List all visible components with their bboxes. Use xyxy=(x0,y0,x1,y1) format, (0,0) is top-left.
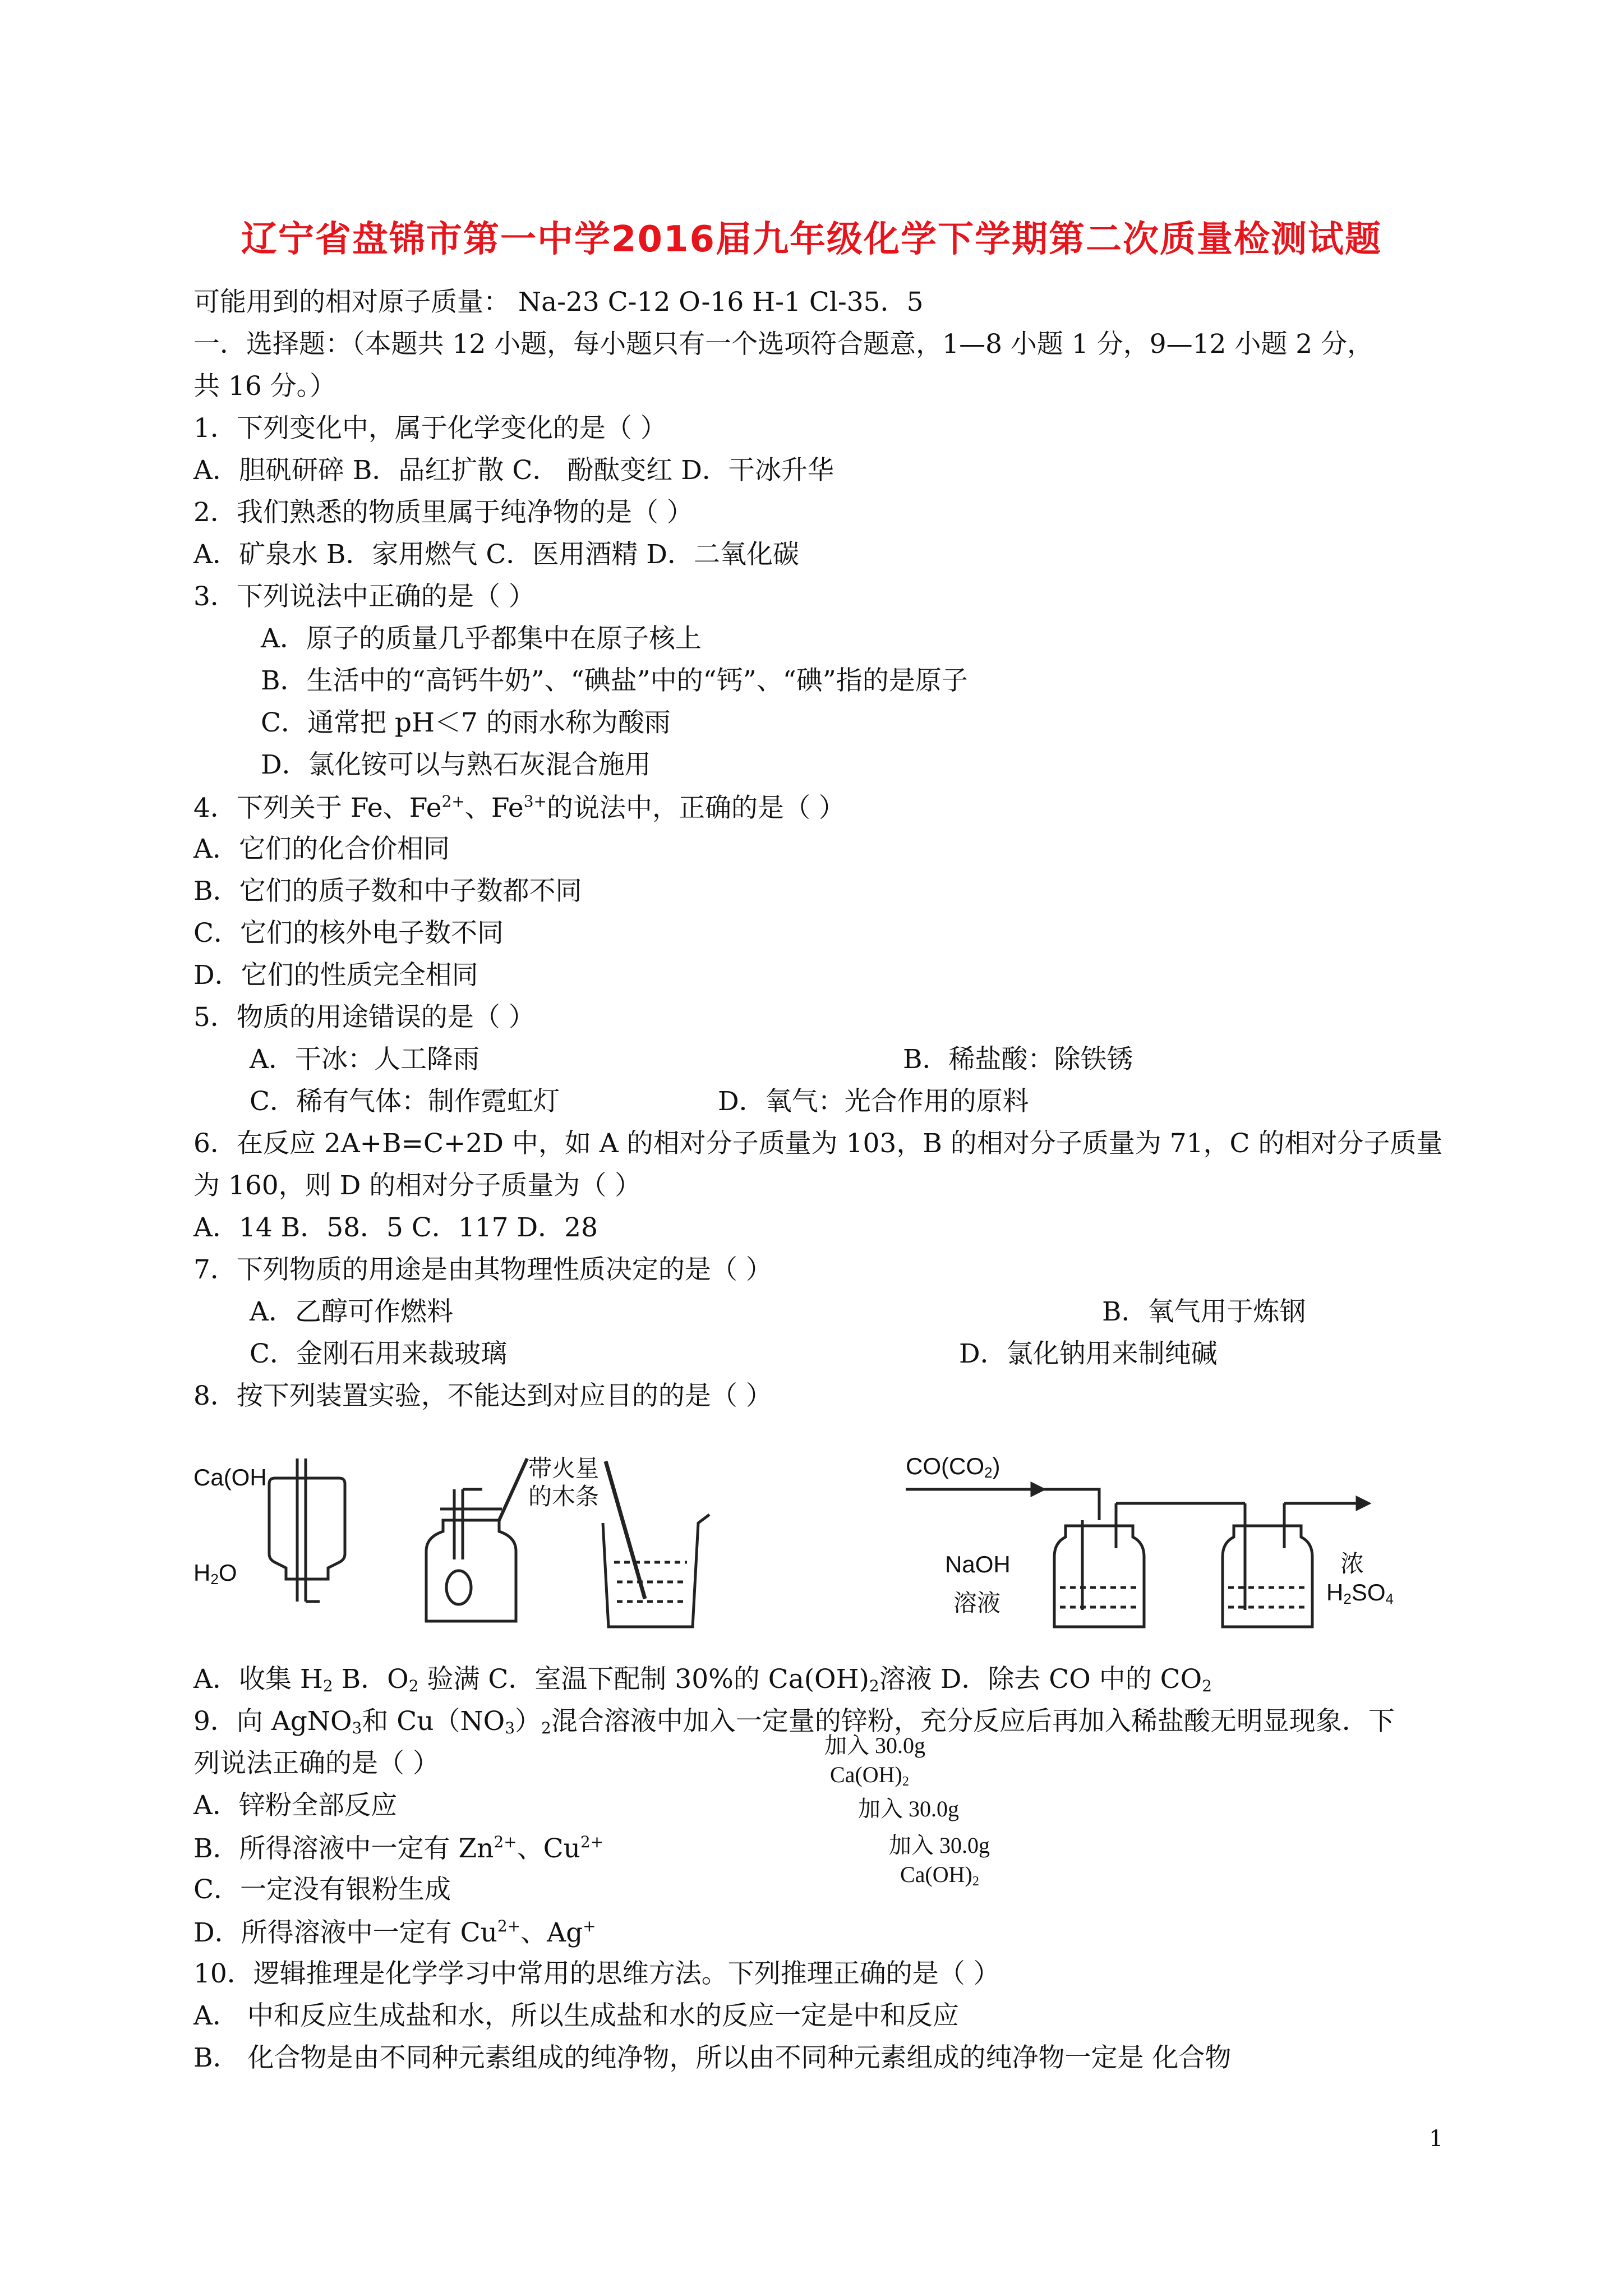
q9-stem xyxy=(193,1708,1395,1736)
floating-label xyxy=(830,1763,909,1789)
acid-wash-bottle xyxy=(1223,1526,1312,1627)
label-part: SO xyxy=(1351,1579,1386,1605)
q1-stem: 1．下列变化中，属于化学变化的是（ ） xyxy=(193,413,667,444)
option-part: 溶液 D．除去 CO 中的 CO xyxy=(879,1664,1202,1695)
label-subscript: 2 xyxy=(1343,1590,1352,1607)
label-part: O xyxy=(218,1559,237,1586)
q9-option-c: C．一定没有银粉生成 xyxy=(193,1874,451,1905)
q4-option-c: C．它们的核外电子数不同 xyxy=(193,918,504,949)
label-splint: 带火星 xyxy=(528,1455,600,1481)
q3-stem: 3．下列说法中正确的是（ ） xyxy=(193,581,535,612)
label-subscript: 2 xyxy=(972,1874,979,1889)
apparatus-drawing xyxy=(185,1447,1447,1649)
option-subscript: 2 xyxy=(408,1677,419,1695)
stem-subscript: 2 xyxy=(541,1719,551,1737)
q9-option-d xyxy=(193,1918,596,1946)
stem-part: 9．向 AgNO xyxy=(193,1706,352,1737)
option-superscript: 2+ xyxy=(497,1917,521,1935)
exam-title: 辽宁省盘锦市第一中学2016届九年级化学下学期第二次质量检测试题 xyxy=(241,219,1382,260)
q5-option-d: D．氧气：光合作用的原料 xyxy=(718,1086,1029,1117)
label-part: CO(CO xyxy=(906,1453,984,1479)
floating-label: 加入 30.0g xyxy=(858,1796,959,1821)
q5-stem: 5．物质的用途错误的是（ ） xyxy=(193,1002,535,1033)
q10-stem: 10．逻辑推理是化学学习中常用的思维方法。下列推理正确的是（ ） xyxy=(193,1958,1000,1989)
q4-stem-part: 4．下列关于 Fe、Fe xyxy=(193,793,442,823)
q7-option-b: B．氧气用于炼钢 xyxy=(1102,1296,1306,1327)
label-h2so4 xyxy=(1326,1579,1394,1608)
option-part: 、Cu xyxy=(517,1833,580,1864)
floating-label: 加入 30.0g xyxy=(889,1833,990,1858)
q5-option-a: A．干冰：人工降雨 xyxy=(250,1044,479,1075)
label-caoh: Ca(OH xyxy=(193,1464,267,1490)
naoh-wash-bottle xyxy=(1054,1526,1144,1627)
q7-stem: 7．下列物质的用途是由其物理性质决定的是（ ） xyxy=(193,1254,772,1285)
label-subscript: 2 xyxy=(902,1774,909,1789)
q4-option-d: D．它们的性质完全相同 xyxy=(193,960,478,991)
atomic-masses: 可能用到的相对原子质量： Na-23 C-12 O-16 H-1 Cl-35．5 xyxy=(193,287,924,318)
label-co-co2 xyxy=(906,1453,1000,1481)
q3-option-c: C．通常把 pH＜7 的雨水称为酸雨 xyxy=(261,707,671,738)
q5-option-c: C．稀有气体：制作霓虹灯 xyxy=(250,1086,560,1117)
label-naoh: NaOH xyxy=(945,1551,1011,1577)
section-instructions: 一．选择题：（本题共 12 小题，每小题只有一个选项符合题意，1—8 小题 1 分，9—12 小题 2 分， xyxy=(193,329,1374,360)
q4-option-a: A．它们的化合价相同 xyxy=(193,834,450,864)
label-splint-2: 的木条 xyxy=(528,1483,600,1510)
q3-option-a: A．原子的质量几乎都集中在原子核上 xyxy=(261,623,702,654)
q8-apparatus-figure xyxy=(185,1447,1447,1649)
q9-option-b xyxy=(193,1834,603,1862)
label-concentrated: 浓 xyxy=(1340,1550,1364,1577)
option-part: A．收集 H xyxy=(193,1664,323,1695)
q7-option-a: A．乙醇可作燃料 xyxy=(250,1296,453,1327)
option-superscript: 2+ xyxy=(494,1833,517,1851)
q6-stem: 6．在反应 2A+B=C+2D 中，如 A 的相对分子质量为 103，B 的相对分子质量为 71，C 的相对分子质量 xyxy=(193,1128,1443,1159)
option-subscript: 2 xyxy=(1202,1677,1212,1695)
stem-subscript: 3 xyxy=(505,1719,515,1737)
stem-part: 混合溶液中加入一定量的锌粉，充分反应后再加入稀盐酸无明显现象．下 xyxy=(551,1706,1395,1737)
q2-options: A．矿泉水 B．家用燃气 C．医用酒精 D．二氧化碳 xyxy=(193,539,799,570)
label-h2o xyxy=(193,1559,237,1588)
option-part: 验满 C．室温下配制 30%的 Ca(OH) xyxy=(418,1664,869,1695)
q5-option-b: B．稀盐酸：除铁锈 xyxy=(903,1044,1133,1075)
q8-options xyxy=(193,1666,1212,1694)
option-part: B．O xyxy=(333,1664,409,1695)
stem-part: ） xyxy=(515,1706,542,1737)
q4-stem-part: 的说法中，正确的是（ ） xyxy=(546,793,845,823)
gas-bottle xyxy=(426,1520,516,1621)
option-superscript: + xyxy=(583,1917,596,1935)
label-subscript: 4 xyxy=(1385,1590,1394,1607)
section-instructions-cont: 共 16 分。） xyxy=(193,371,336,402)
page-number: 1 xyxy=(1429,2126,1444,2152)
label-part: Ca(OH) xyxy=(900,1862,972,1887)
q4-superscript: 3+ xyxy=(523,792,547,811)
label-part: H xyxy=(1326,1579,1344,1605)
option-part: 、Ag xyxy=(520,1917,583,1948)
q3-option-d: D．氯化铵可以与熟石灰混合施用 xyxy=(261,749,651,780)
floating-label: 加入 30.0g xyxy=(824,1733,925,1758)
beaker xyxy=(603,1515,709,1627)
q4-stem-part: 、Fe xyxy=(464,793,524,823)
label-subscript: 2 xyxy=(984,1464,993,1481)
q9-stem-cont: 列说法正确的是（ ） xyxy=(193,1748,439,1779)
label-part: H xyxy=(193,1559,211,1586)
q7-option-c: C．金刚石用来裁玻璃 xyxy=(250,1338,507,1369)
q9-option-a: A．锌粉全部反应 xyxy=(193,1790,397,1821)
label-subscript: 2 xyxy=(210,1571,219,1588)
q2-stem: 2．我们熟悉的物质里属于纯净物的是（ ） xyxy=(193,497,693,528)
q7-option-d: D．氯化钠用来制纯碱 xyxy=(959,1338,1218,1369)
q3-option-b: B．生活中的“高钙牛奶”、“碘盐”中的“钙”、“碘”指的是原子 xyxy=(261,665,968,696)
q6-options: A．14 B．58．5 C．117 D．28 xyxy=(193,1212,598,1243)
label-naoh-solution: 溶液 xyxy=(953,1590,1001,1616)
q4-option-b: B．它们的质子数和中子数都不同 xyxy=(193,876,582,907)
q4-stem xyxy=(193,794,845,821)
label-part: ) xyxy=(992,1453,1000,1479)
option-superscript: 2+ xyxy=(580,1833,604,1851)
q6-stem-cont: 为 160，则 D 的相对分子质量为（ ） xyxy=(193,1170,642,1201)
q8-stem: 8．按下列装置实验，不能达到对应目的的是（ ） xyxy=(193,1381,772,1411)
stem-subscript: 3 xyxy=(352,1719,362,1737)
option-part: B．所得溶液中一定有 Zn xyxy=(193,1833,494,1864)
q4-superscript: 2+ xyxy=(441,792,465,811)
option-subscript: 2 xyxy=(322,1677,333,1695)
q1-options: A．胆矾研碎 B．品红扩散 C． 酚酞变红 D．干冰升华 xyxy=(193,455,834,486)
option-part: D．所得溶液中一定有 Cu xyxy=(193,1917,497,1948)
stem-part: 和 Cu（NO xyxy=(362,1706,505,1737)
option-subscript: 2 xyxy=(869,1677,879,1695)
label-part: Ca(OH) xyxy=(830,1762,902,1787)
floating-label xyxy=(900,1862,979,1889)
q10-option-a: A． 中和反应生成盐和水，所以生成盐和水的反应一定是中和反应 xyxy=(193,2000,959,2031)
q10-option-b: B． 化合物是由不同种元素组成的纯净物，所以由不同种元素组成的纯净物一定是 化合物 xyxy=(193,2042,1232,2073)
